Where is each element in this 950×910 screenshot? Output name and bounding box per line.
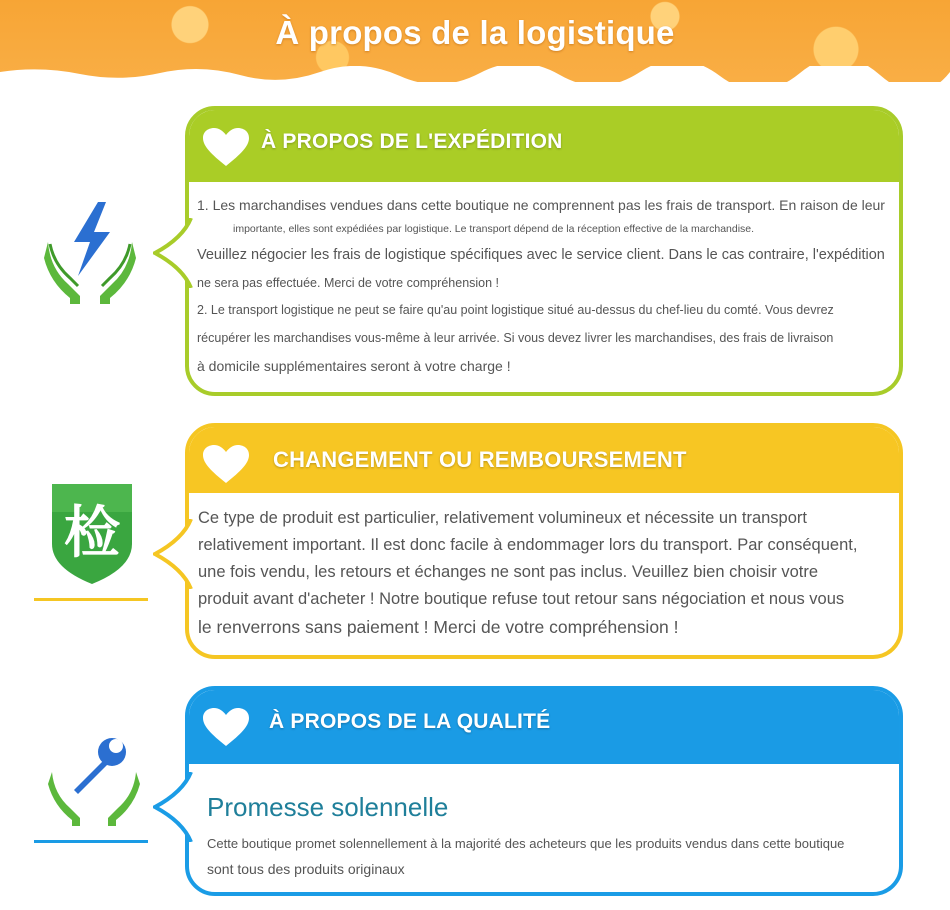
exchange-card (185, 423, 903, 659)
exchange-line-2: relativement important. Il est donc facile à endommager lors du transport. Par conséquent, (198, 536, 858, 554)
shipping-line-2: importante, elles sont expédiées par logistique. Le transport dépend de la réception effective de la marchandise. (233, 223, 755, 235)
shipping-line-1: 1. Les marchandises vendues dans cette boutique ne comprennent pas les frais de transport. En raison de leur (197, 197, 885, 213)
exchange-title: CHANGEMENT OU REMBOURSEMENT (273, 447, 687, 472)
heart-icon (203, 708, 249, 748)
inspection-glyph: 检 (64, 501, 120, 566)
card-pointer (153, 772, 193, 842)
exchange-line-1: Ce type de produit est particulier, relativement volumineux et nécessite un transport (198, 509, 807, 527)
exchange-line-3: une fois vendu, les retours et échanges ne sont pas inclus. Veuillez bien choisir votre (198, 563, 819, 581)
shipping-line-4: ne sera pas effectuée. Merci de votre compréhension ! (197, 276, 500, 290)
heart-icon (203, 445, 249, 485)
exchange-line-5: le renverrons sans paiement ! Merci de votre compréhension ! (198, 617, 679, 637)
quality-title: À PROPOS DE LA QUALITÉ (269, 710, 551, 733)
card-pointer (153, 519, 193, 589)
shipping-line-7: à domicile supplémentaires seront à votre charge ! (197, 358, 511, 374)
heart-icon (203, 128, 249, 168)
shipping-card-header (189, 110, 899, 182)
icon-underline (34, 598, 148, 601)
page-title: À propos de la logistique (275, 14, 675, 51)
shipping-card (185, 106, 903, 396)
icon-underline (34, 840, 148, 843)
card-pointer (153, 218, 193, 288)
banner-wave-edge (0, 66, 950, 86)
quality-card-header (189, 690, 899, 764)
shipping-line-5: 2. Le transport logistique ne peut se faire qu'au point logistique situé au-dessus du chef-lieu du comté. Vous devrez (197, 303, 834, 317)
exchange-line-4: produit avant d'acheter ! Notre boutique refuse tout retour sans négociation et nous vous (198, 590, 845, 608)
lightning-hands-icon (40, 198, 140, 313)
quality-card (185, 686, 903, 896)
quality-line-1: Cette boutique promet solennellement à la majorité des acheteurs que les produits vendus dans cette boutique (207, 836, 845, 851)
shipping-title: À PROPOS DE L'EXPÉDITION (261, 130, 563, 153)
quality-line-2: sont tous des produits originaux (207, 861, 405, 877)
inspection-shield-icon (48, 482, 136, 591)
shipping-line-6: récupérer les marchandises vous-même à leur arrivée. Si vous devez livrer les marchandises, des frais de livraison (197, 331, 834, 345)
shipping-body (197, 192, 885, 380)
exchange-card-header (189, 427, 899, 493)
exchange-body (198, 505, 885, 641)
wrench-hands-icon (44, 728, 144, 833)
quality-subtitle: Promesse solennelle (207, 792, 449, 822)
shipping-line-3: Veuillez négocier les frais de logistique spécifiques avec le service client. Dans le cas contraire, l'expédition (197, 247, 885, 263)
quality-body (207, 832, 885, 882)
